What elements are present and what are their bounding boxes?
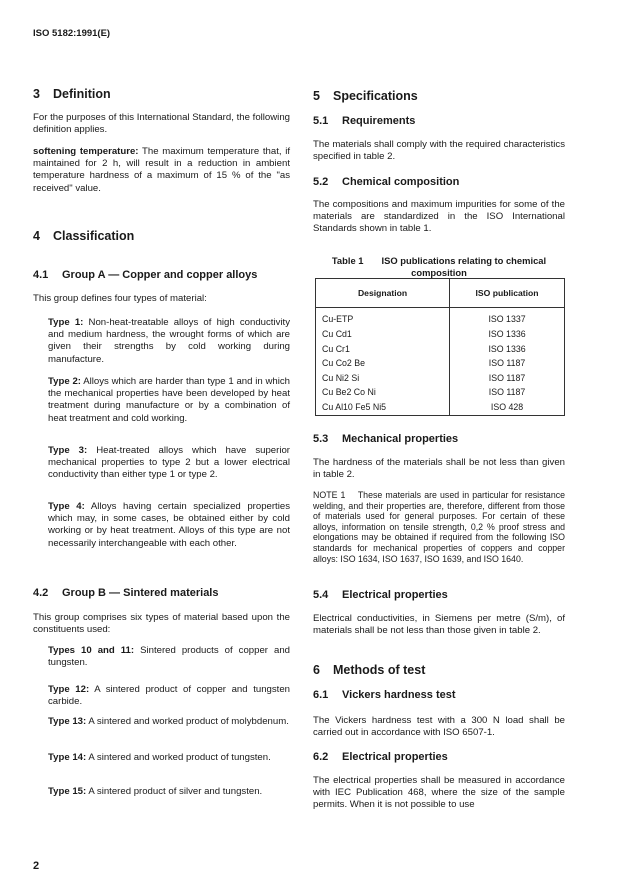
iso-publication-cell: ISO 1336 bbox=[488, 328, 526, 339]
group-b-intro: This group comprises six types of material based upon the constituents used: bbox=[33, 612, 290, 636]
table-header-row bbox=[316, 279, 565, 308]
section-title: Group A — Copper and copper alloys bbox=[62, 269, 258, 281]
section-title: Requirements bbox=[342, 115, 416, 127]
section-number: 5 bbox=[313, 89, 320, 103]
type-item bbox=[48, 376, 290, 425]
designation-cell: Cu-ETP bbox=[316, 308, 450, 328]
definition-intro: For the purposes of this International Standard, the following definition applies. bbox=[33, 112, 290, 136]
page-number: 2 bbox=[33, 860, 40, 872]
column-header-designation: Designation bbox=[316, 279, 450, 308]
iso-publication-cell: ISO 1187 bbox=[488, 387, 526, 398]
section-number: 4.2 bbox=[33, 587, 49, 599]
type-text: Alloys having certain specialized properties which may, in some cases, be obtained either by cold working or by heat treatment. Alloys of this type are not necessarily interchangeable with each other. bbox=[48, 501, 290, 549]
section-6-1-heading bbox=[313, 689, 565, 701]
designation-cell: Cu Ni2 Si bbox=[316, 371, 450, 386]
table-row bbox=[316, 308, 565, 328]
electrical-properties-text: Electrical conductivities, in Siemens per metre (S/m), of materials shall be not less than those given in table 2. bbox=[313, 613, 565, 637]
table-row bbox=[316, 342, 565, 357]
iso-publication-cell: ISO 1336 bbox=[488, 343, 526, 354]
mechanical-properties-text: The hardness of the materials shall be not less than given in table 2. bbox=[313, 457, 565, 481]
section-4-heading bbox=[33, 229, 290, 243]
type-item bbox=[48, 317, 290, 366]
table-1-caption bbox=[313, 255, 565, 278]
section-5-1-heading bbox=[313, 115, 565, 127]
section-number: 4 bbox=[33, 229, 40, 243]
column-header-iso-publication: ISO publication bbox=[450, 279, 565, 308]
section-title: Electrical properties bbox=[342, 751, 448, 763]
section-title: Specifications bbox=[333, 89, 418, 103]
section-5-2-heading bbox=[313, 176, 565, 188]
type-label: Type 1: bbox=[48, 317, 84, 328]
type-item bbox=[48, 786, 290, 798]
vickers-test-text: The Vickers hardness test with a 300 N load shall be carried out in accordance with ISO 6507-1. bbox=[313, 715, 565, 739]
requirements-text: The materials shall comply with the required characteristics specified in table 2. bbox=[313, 139, 565, 163]
type-item bbox=[48, 501, 290, 550]
section-4-2-heading bbox=[33, 587, 290, 599]
table-label: Table 1 bbox=[331, 255, 364, 266]
table-title: ISO publications relating to chemical composition bbox=[381, 255, 547, 278]
type-text: Alloys which are harder than type 1 and in which the mechanical properties have been developed by heat treatment during manufacture or by a combination of heat treatment and cold working. bbox=[48, 376, 291, 424]
section-number: 5.3 bbox=[313, 433, 329, 445]
iso-publication-cell: ISO 1187 bbox=[488, 358, 526, 369]
section-number: 5.4 bbox=[313, 589, 329, 601]
designation-cell: Cu Co2 Be bbox=[316, 356, 450, 371]
type-label: Type 12: bbox=[48, 684, 90, 695]
section-title: Chemical composition bbox=[342, 176, 460, 188]
iso-publication-cell: ISO 1337 bbox=[488, 314, 526, 325]
type-label: Type 4: bbox=[48, 501, 85, 512]
table-row bbox=[316, 371, 565, 386]
type-label: Type 2: bbox=[48, 376, 81, 387]
section-number: 5.1 bbox=[313, 115, 329, 127]
section-number: 6.1 bbox=[313, 689, 329, 701]
type-label: Type 14: bbox=[48, 752, 87, 763]
type-text: Heat-treated alloys which have superior mechanical properties to type 2 but a lower electrical conductivity than either type 1 or type 2. bbox=[48, 445, 291, 481]
note-1 bbox=[313, 490, 565, 564]
section-6-2-heading bbox=[313, 751, 565, 763]
designation-cell: Cu Al10 Fe5 Ni5 bbox=[316, 400, 450, 415]
type-text: A sintered and worked product of molybdenum. bbox=[88, 716, 289, 727]
section-title: Vickers hardness test bbox=[342, 689, 456, 701]
section-5-3-heading bbox=[313, 433, 565, 445]
type-label: Types 10 and 11: bbox=[48, 645, 135, 656]
section-5-heading bbox=[313, 89, 565, 103]
table-row bbox=[316, 356, 565, 371]
type-item bbox=[48, 716, 290, 728]
electrical-test-text: The electrical properties shall be measured in accordance with IEC Publication 468, where the size of the sample permits. When it is not possible to use bbox=[313, 775, 565, 811]
table-row bbox=[316, 327, 565, 342]
type-item bbox=[48, 684, 290, 708]
section-6-heading bbox=[313, 663, 565, 677]
note-text: These materials are used in particular for resistance welding, and their properties are, therefore, different from those of materials used for general purposes. For certain of these alloys, information on tensile strength, 0,2 % proof stress and elongations may be obtained if required from the following ISO standards for mechanical properties of coppers and copper alloys: ISO 1634, ISO 1637, ISO 1639, and ISO 1640. bbox=[313, 490, 565, 564]
table-row bbox=[316, 400, 565, 415]
type-item bbox=[48, 445, 290, 482]
designation-cell: Cu Cd1 bbox=[316, 327, 450, 342]
section-title: Classification bbox=[53, 229, 135, 243]
type-label: Type 13: bbox=[48, 716, 87, 727]
section-number: 5.2 bbox=[313, 176, 329, 188]
term: softening temperature: bbox=[33, 146, 139, 157]
term-definition: The maximum temperature that, if maintained for 2 h, will result in a reduction in ambient temperature hardness of a maximum of 15 % of the "as received" value. bbox=[33, 146, 290, 194]
type-label: Type 15: bbox=[48, 786, 87, 797]
group-a-intro: This group defines four types of material: bbox=[33, 293, 207, 304]
type-item bbox=[48, 752, 290, 764]
type-text: A sintered product of copper and tungsten carbide. bbox=[48, 684, 290, 708]
type-text: A sintered and worked product of tungsten. bbox=[88, 752, 271, 763]
definition-term bbox=[33, 146, 290, 195]
table-1 bbox=[315, 278, 565, 416]
section-title: Mechanical properties bbox=[342, 433, 459, 445]
iso-publication-cell: ISO 1187 bbox=[488, 372, 526, 383]
section-title: Definition bbox=[53, 87, 111, 101]
type-item bbox=[48, 645, 290, 669]
document-header: ISO 5182:1991(E) bbox=[33, 28, 111, 39]
section-title: Methods of test bbox=[333, 663, 426, 677]
chemical-composition-text: The compositions and maximum impurities for some of the materials are standardized in the ISO International Standards shown in table 1. bbox=[313, 199, 565, 235]
section-number: 3 bbox=[33, 87, 40, 101]
type-label: Type 3: bbox=[48, 445, 88, 456]
section-title: Group B — Sintered materials bbox=[62, 587, 219, 599]
section-title: Electrical properties bbox=[342, 589, 448, 601]
designation-cell: Cu Cr1 bbox=[316, 342, 450, 357]
table-row bbox=[316, 386, 565, 401]
section-number: 4.1 bbox=[33, 269, 49, 281]
section-4-1-heading bbox=[33, 269, 290, 281]
section-3-heading bbox=[33, 87, 290, 101]
type-text: A sintered product of silver and tungsten. bbox=[88, 786, 263, 797]
type-text: Non-heat-treatable alloys of high conductivity and medium hardness, the wrought forms of which are given their strengths by cold working during manufacture. bbox=[48, 317, 290, 365]
section-number: 6.2 bbox=[313, 751, 329, 763]
section-5-4-heading bbox=[313, 589, 565, 601]
note-label: NOTE 1 bbox=[313, 490, 346, 500]
iso-publication-cell: ISO 428 bbox=[490, 402, 524, 413]
type-text: Sintered products of copper and tungsten. bbox=[48, 645, 290, 669]
section-number: 6 bbox=[313, 663, 320, 677]
designation-cell: Cu Be2 Co Ni bbox=[316, 386, 450, 401]
